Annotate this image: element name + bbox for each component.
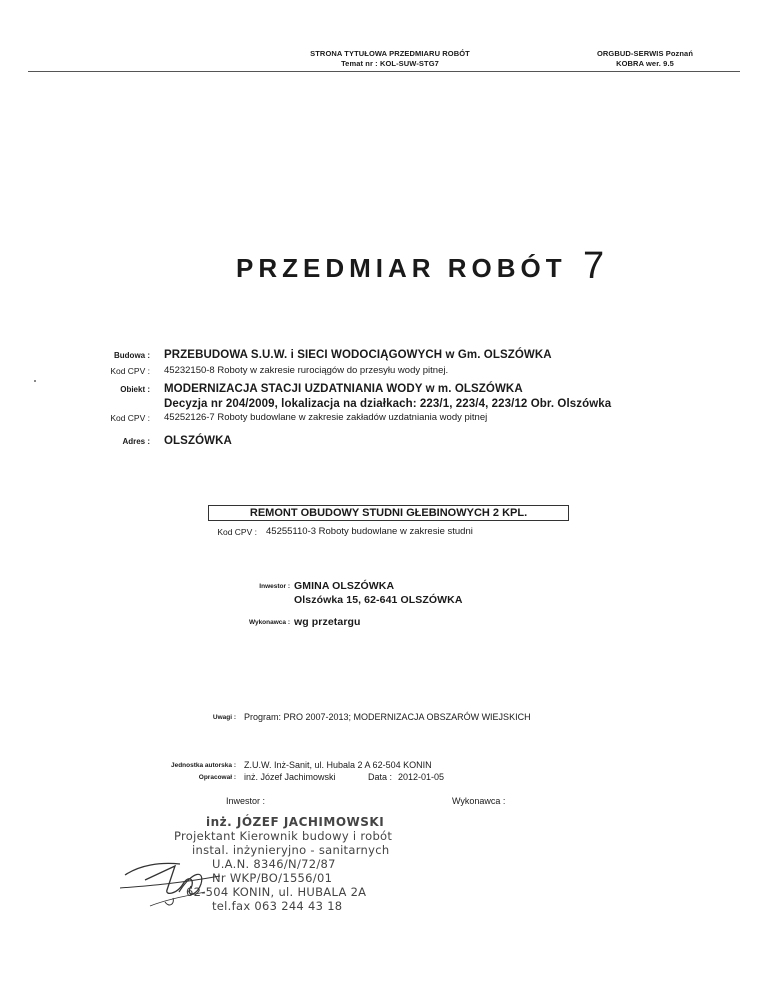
header-center bbox=[290, 49, 490, 69]
adres-label: Adres : bbox=[122, 437, 150, 446]
obiekt-decision: Decyzja nr 204/2009, lokalizacja na działkach: 223/1, 223/4, 223/12 Obr. Olszówka bbox=[164, 398, 612, 410]
header-divider bbox=[28, 71, 740, 72]
stamp-registry: Nr WKP/BO/1556/01 bbox=[212, 871, 333, 885]
adres-value: OLSZÓWKA bbox=[164, 435, 232, 447]
stamp-address: 62-504 KONIN, ul. HUBALA 2A bbox=[186, 885, 367, 899]
date-label: Data : bbox=[368, 772, 393, 782]
uwagi-value: Program: PRO 2007-2013; MODERNIZACJA OBSZARÓW WIEJSKICH bbox=[244, 712, 531, 722]
scope-title: REMONT OBUDOWY STUDNI GŁEBINOWYCH 2 KPL. bbox=[249, 507, 528, 519]
signature-wykonawca-label: Wykonawca : bbox=[452, 796, 506, 806]
signature-inwestor-label: Inwestor : bbox=[226, 796, 266, 806]
budowa-cpv-label: Kod CPV : bbox=[110, 366, 150, 376]
header-software-version: KOBRA wer. 9.5 bbox=[616, 59, 674, 68]
budowa-value: PRZEBUDOWA S.U.W. i SIECI WODOCIĄGOWYCH w Gm. OLSZÓWKA bbox=[164, 349, 552, 361]
stamp-role: Projektant Kierownik budowy i robót bbox=[174, 829, 393, 843]
handwritten-signature bbox=[105, 840, 245, 910]
header-page-type: STRONA TYTUŁOWA PRZEDMIARU ROBÓT bbox=[310, 49, 470, 58]
stamp-specialty: instal. inżynieryjno - sanitarnych bbox=[192, 843, 390, 857]
jednostka-value: Z.U.W. Inż-Sanit, ul. Hubala 2 A 62-504 KONIN bbox=[244, 760, 432, 770]
obiekt-label: Obiekt : bbox=[120, 385, 150, 394]
obiekt-cpv-value: 45252126-7 Roboty budowlane w zakresie zakładów uzdatniania wody pitnej bbox=[164, 412, 488, 423]
stamp-name: inż. JÓZEF JACHIMOWSKI bbox=[206, 815, 385, 829]
obiekt-value: MODERNIZACJA STACJI UZDATNIANIA WODY w m. OLSZÓWKA bbox=[164, 383, 523, 395]
page-title: PRZEDMIAR ROBÓT bbox=[236, 253, 567, 283]
opracowal-label: Opracował : bbox=[198, 774, 236, 781]
budowa-label: Budowa : bbox=[114, 351, 150, 360]
inwestor-address: Olszówka 15, 62-641 OLSZÓWKA bbox=[294, 594, 463, 606]
header-company: ORGBUD-SERWIS Poznań bbox=[596, 49, 694, 58]
wykonawca-value: wg przetargu bbox=[294, 616, 361, 628]
zakres-cpv-value: 45255110-3 Roboty budowlane w zakresie studni bbox=[266, 526, 473, 537]
header-topic-number: Temat nr : KOL-SUW-STG7 bbox=[341, 59, 439, 68]
scope-title-box bbox=[208, 505, 569, 521]
date-value: 2012-01-05 bbox=[398, 772, 445, 782]
inwestor-label: Inwestor : bbox=[259, 583, 290, 590]
wykonawca-label: Wykonawca : bbox=[248, 619, 290, 626]
stamp-phone: tel.fax 063 244 43 18 bbox=[212, 899, 343, 913]
uwagi-label: Uwagi : bbox=[212, 714, 236, 721]
stamp-license: U.A.N. 8346/N/72/87 bbox=[212, 857, 336, 871]
inwestor-name: GMINA OLSZÓWKA bbox=[294, 580, 395, 592]
obiekt-cpv-label: Kod CPV : bbox=[110, 413, 150, 423]
scan-speck bbox=[34, 380, 36, 382]
document-number: 7 bbox=[583, 245, 605, 287]
jednostka-label: Jednostka autorska : bbox=[170, 762, 236, 769]
opracowal-value: inż. Józef Jachimowski bbox=[244, 772, 336, 782]
zakres-cpv-label: Kod CPV : bbox=[217, 527, 257, 537]
header-right bbox=[590, 49, 700, 69]
budowa-cpv-value: 45232150-8 Roboty w zakresie rurociągów do przesyłu wody pitnej. bbox=[164, 365, 449, 376]
